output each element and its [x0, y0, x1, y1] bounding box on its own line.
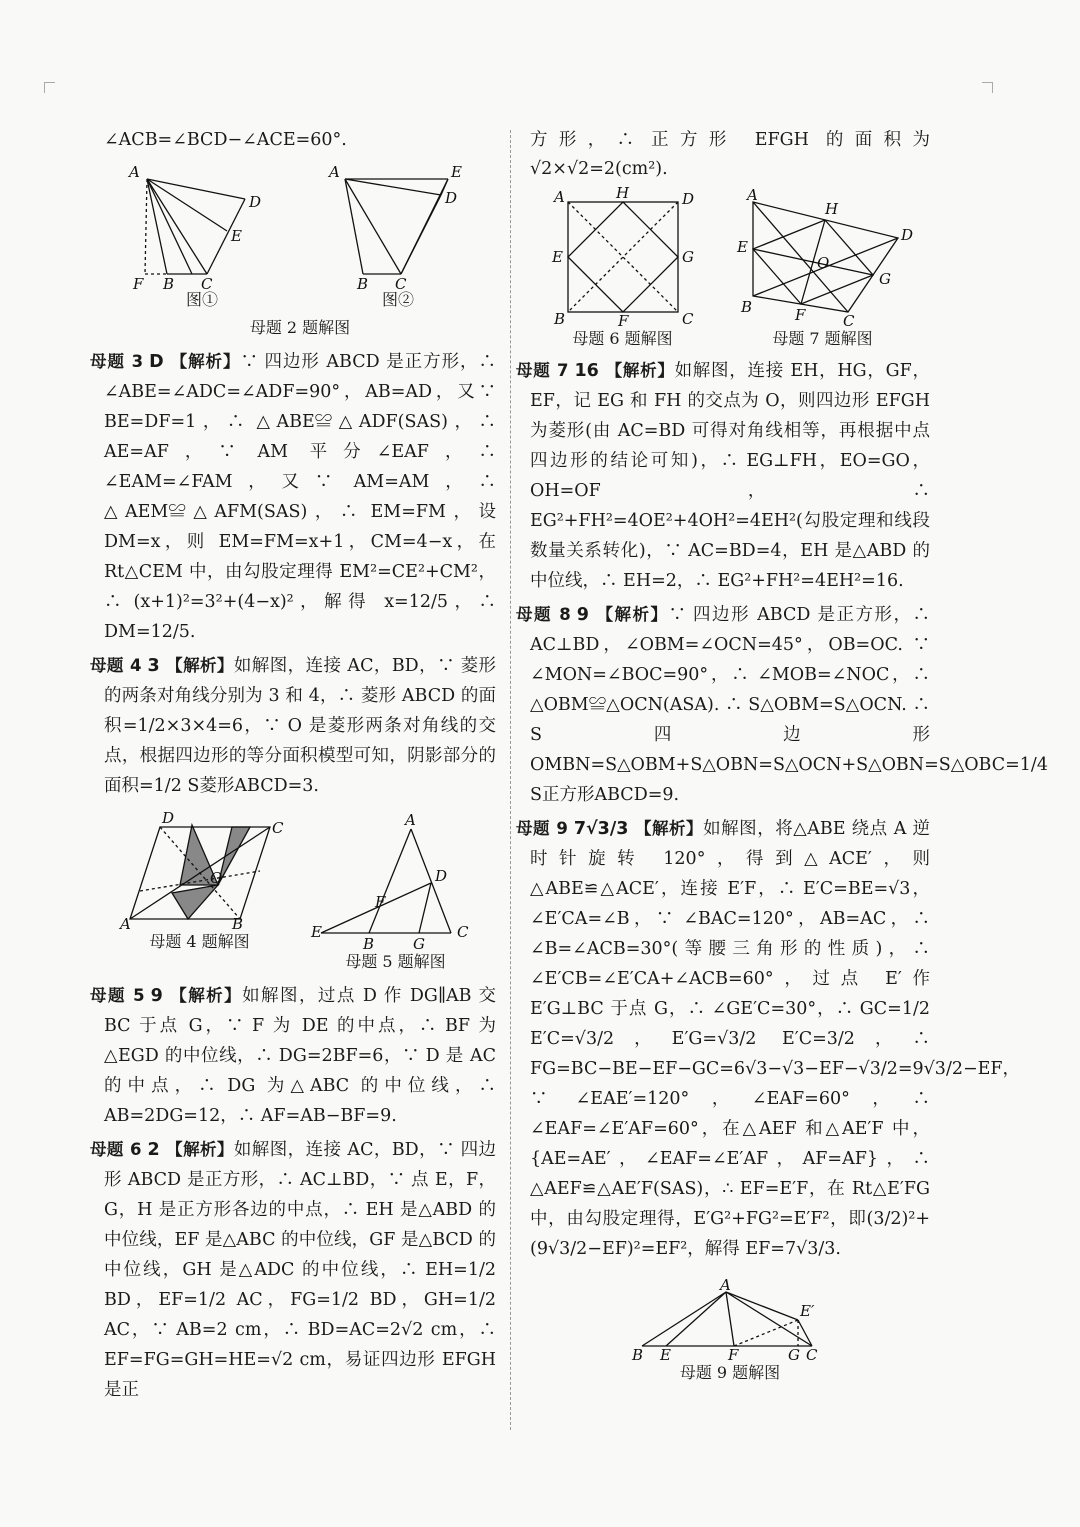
figure-6-diagram [548, 184, 698, 330]
left-column [90, 126, 497, 1405]
figure-2-caption: 母题 2 题解图 [249, 318, 351, 337]
svg-text:E: E [736, 238, 748, 256]
problem-9-tag: 【解析】 [634, 819, 704, 838]
page-corner-mark-left [44, 82, 55, 93]
figure-7-diagram [733, 188, 913, 328]
problem-6 [90, 1135, 496, 1405]
problem-5-text: 如解图，过点 D 作 DG∥AB 交 BC 于点 G，∵ F 为 DE 的中点，∴ BF 为△EGD 的中位线，∴ DG=2BF=6，∵ D 是 AC 的中点，∴ DG 为△ABC 的中位线，∴ AB=2DG=12，∴ AF=AB−BF=9. [104, 986, 497, 1126]
svg-text:B: B [231, 915, 243, 933]
svg-text:G: G [681, 248, 694, 266]
problem-6-continuation: 方形，∴ 正方形 EFGH 的面积为√2×√2=2(cm²). [530, 130, 930, 179]
svg-text:A: A [119, 915, 131, 933]
svg-text:E: E [660, 1346, 671, 1364]
figure-4-diagram [119, 809, 283, 933]
problem-4-tag: 【解析】 [165, 656, 234, 675]
problem-7-label: 母题 7 [516, 361, 569, 380]
problem-8-text: ∵ 四边形 ABCD 是正方形，∴ AC⊥BD，∠OBM=∠OCN=45°，OB=OC. ∵ ∠MON=∠BOC=90°，∴ ∠MOB=∠NOC，∴ △OBM≌△OCN(ASA). ∴ S△OBM=S△OCN. ∴ S四边形OMBN=S△OBM+S△OBN=S△OCN+S△OBN=S△OBC=1/4 S正方形ABCD=9. [530, 605, 1048, 805]
problem-8-answer: 9 [576, 605, 589, 625]
svg-text:O: O [816, 254, 829, 272]
problem-9-answer: 7√3/3 [573, 819, 629, 839]
svg-text:D: D [681, 190, 694, 208]
problem-4-label: 母题 4 [90, 656, 142, 675]
problem-6-tag: 【解析】 [165, 1140, 234, 1159]
svg-text:E′: E′ [800, 1302, 815, 1320]
problem-5-label: 母题 5 [90, 986, 145, 1005]
problem-4-answer: 3 [147, 656, 160, 676]
svg-text:C: C [395, 275, 407, 293]
svg-text:E: E [551, 248, 563, 266]
figure-2-diagram-2 [323, 159, 473, 293]
problem-5-answer: 9 [150, 986, 163, 1006]
figure-9-diagram [630, 1278, 830, 1362]
svg-text:A: A [404, 811, 416, 829]
column-divider [510, 130, 511, 1430]
problem-4 [90, 651, 496, 801]
problem-6-text: 如解图，连接 AC，BD，∵ 四边形 ABCD 是正方形，∴ AC⊥BD，∵ 点 E，F，G，H 是正方形各边的中点，∴ EH 是△ABD 的中位线，EF 是△ABC 的中位线，GF 是△BCD 的中位线，GH 是△ADC 的中位线，∴ EH=1/2 BD，EF=1/2 AC，FG=1/2 BD，GH=1/2 AC，∵ AB=2 cm，∴ BD=AC=2√2 cm，∴ EF=FG=GH=HE=√2 cm，易证四边形 EFGH 是正 [104, 1140, 496, 1400]
svg-text:C: C [842, 312, 854, 330]
figure-2-sub-caption-1: 图① [185, 290, 218, 309]
figure-7-caption: 母题 7 题解图 [772, 329, 873, 348]
problem-9-label: 母题 9 [516, 819, 568, 838]
svg-text:A: A [129, 163, 140, 181]
svg-text:B: B [632, 1346, 644, 1364]
problem-3-tag: 【解析】 [169, 352, 241, 371]
svg-text:E: E [231, 227, 242, 245]
figure-2-diagram-1 [127, 159, 277, 293]
svg-text:B: B [362, 935, 374, 953]
problem-3-text: ∵ 四边形 ABCD 是正方形，∴ ∠ABE=∠ADC=∠ADF=90°，AB=AD，又∵ BE=DF=1，∴ △ABE≌△ADF(SAS)，∴ AE=AF，∵ AM 平分∠EAF，∴ ∠EAM=∠FAM，又∵ AM=AM，∴ △AEM≌△AFM(SAS)，∴ EM=FM，设 DM=x，则 EM=FM=x+1，CM=4−x，在 Rt△CEM 中，由勾股定理得 EM²=CE²+CM²，∴ (x+1)²=3²+(4−x)²，解得 x=12/5，∴ DM=12/5. [104, 352, 497, 642]
intro-line: ∠ACB=∠BCD−∠ACE=60°. [104, 130, 347, 150]
svg-text:A: A [746, 186, 758, 204]
svg-text:D: D [445, 189, 458, 207]
figures-6-7 [530, 184, 930, 350]
svg-text:F: F [617, 312, 628, 330]
figure-2-sub-caption-2: 图② [381, 290, 414, 309]
figure-5-caption: 母题 5 题解图 [345, 952, 446, 971]
problem-9-text: 如解图，将△ABE 绕点 A 逆时针旋转 120°，得到△ACE′，则△ABE≌△ACE′，连接 E′F，∴ E′C=BE=√3，∠E′CA=∠B，∵ ∠BAC=120°，AB=AC，∴ ∠B=∠ACB=30°(等腰三角形的性质)，∴ ∠E′CB=∠E′CA+∠ACB=60°，过点 E′作 E′G⊥BC 于点 G，∴ ∠GE′C=30°，∴ GC=1/2 E′C=√3/2，E′G=√3/2 E′C=3/2，∴ FG=BC−BE−EF−GC=6√3−√3−EF−√3/2=9√3/2−EF，∵ ∠EAE′=120°，∠EAF=60°，∴ ∠EAF=∠E′AF=60°，在△AEF 和△AE′F 中，{AE=AE′，∠EAF=∠E′AF，AF=AF}，∴ △AEF≌△AE′F(SAS)，∴ EF=E′F，在 Rt△E′FG 中，由勾股定理得，E′G²+FG²=E′F²，即(3/2)²+(9√3/2−EF)²=EF²，解得 EF=7√3/3. [530, 819, 1021, 1259]
svg-text:F: F [374, 893, 385, 911]
page-corner-mark-right [982, 82, 993, 93]
svg-text:H: H [615, 184, 629, 202]
figure-2 [104, 159, 496, 311]
figure-4-caption: 母题 4 题解图 [149, 932, 250, 951]
problem-7-answer: 16 [574, 361, 599, 381]
svg-text:O: O [209, 869, 222, 887]
svg-text:F: F [133, 275, 144, 293]
problem-6-answer: 2 [147, 1140, 160, 1160]
svg-text:D: D [434, 867, 447, 885]
svg-text:D: D [161, 809, 174, 827]
problem-7-text: 如解图，连接 EH，HG，GF，EF，记 EG 和 FH 的交点为 O，则四边形 EFGH 为菱形(由 AC=BD 可得对角线相等，再根据中点四边形的结论可知)，∴ EG⊥FH，EO=GO，OH=OF，∴ EG²+FH²=4OE²+4OH²=4EH²(勾股定理和线段数量关系转化)，∵ AC=BD=4，EH 是△ABD 的中位线，∴ EH=2，∴ EG²+FH²=4EH²=16. [530, 361, 930, 591]
right-column [516, 126, 1048, 1384]
svg-text:F: F [794, 306, 805, 324]
svg-text:D: D [249, 193, 262, 211]
problem-8-tag: 【解析】 [594, 605, 669, 624]
svg-text:E: E [310, 923, 322, 941]
problem-3-label: 母题 3 [90, 352, 144, 371]
svg-text:C: C [271, 819, 283, 837]
svg-text:G: G [878, 270, 891, 288]
svg-text:H: H [824, 200, 838, 218]
figure-9 [530, 1278, 930, 1384]
svg-text:C: C [806, 1346, 818, 1364]
svg-text:A: A [553, 188, 565, 206]
problem-5-tag: 【解析】 [168, 986, 243, 1005]
svg-text:C: C [456, 923, 468, 941]
problem-8-label: 母题 8 [516, 605, 571, 624]
svg-text:G: G [412, 935, 425, 953]
svg-text:A: A [720, 1276, 731, 1294]
svg-text:D: D [900, 226, 913, 244]
figure-9-caption: 母题 9 题解图 [679, 1363, 781, 1382]
svg-text:C: C [681, 310, 693, 328]
figure-6-caption: 母题 6 题解图 [572, 329, 673, 348]
svg-text:F: F [728, 1346, 739, 1364]
problem-6-label: 母题 6 [90, 1140, 142, 1159]
svg-text:B: B [357, 275, 369, 293]
svg-text:B: B [163, 275, 175, 293]
problem-4-text: 如解图，连接 AC，BD，∵ 菱形的两条对角线分别为 3 和 4，∴ 菱形 ABCD 的面积=1/2×3×4=6，∵ O 是菱形两条对角线的交点，根据四边形的等分面积模型可知，阴影部分的面积=1/2 S菱形ABCD=3. [104, 656, 496, 796]
problem-3 [90, 347, 497, 647]
problem-8 [516, 600, 1048, 810]
problem-5 [90, 981, 497, 1131]
svg-text:A: A [329, 163, 340, 181]
problem-3-answer: D [149, 352, 164, 372]
svg-text:E: E [451, 163, 462, 181]
figures-4-5 [104, 811, 496, 973]
svg-text:G: G [788, 1346, 800, 1364]
figure-5-diagram [311, 811, 481, 951]
problem-7-tag: 【解析】 [604, 361, 675, 380]
problem-7 [516, 356, 930, 596]
svg-text:C: C [201, 275, 213, 293]
svg-text:B: B [553, 310, 565, 328]
problem-9 [516, 814, 1021, 1264]
svg-text:B: B [740, 298, 752, 316]
